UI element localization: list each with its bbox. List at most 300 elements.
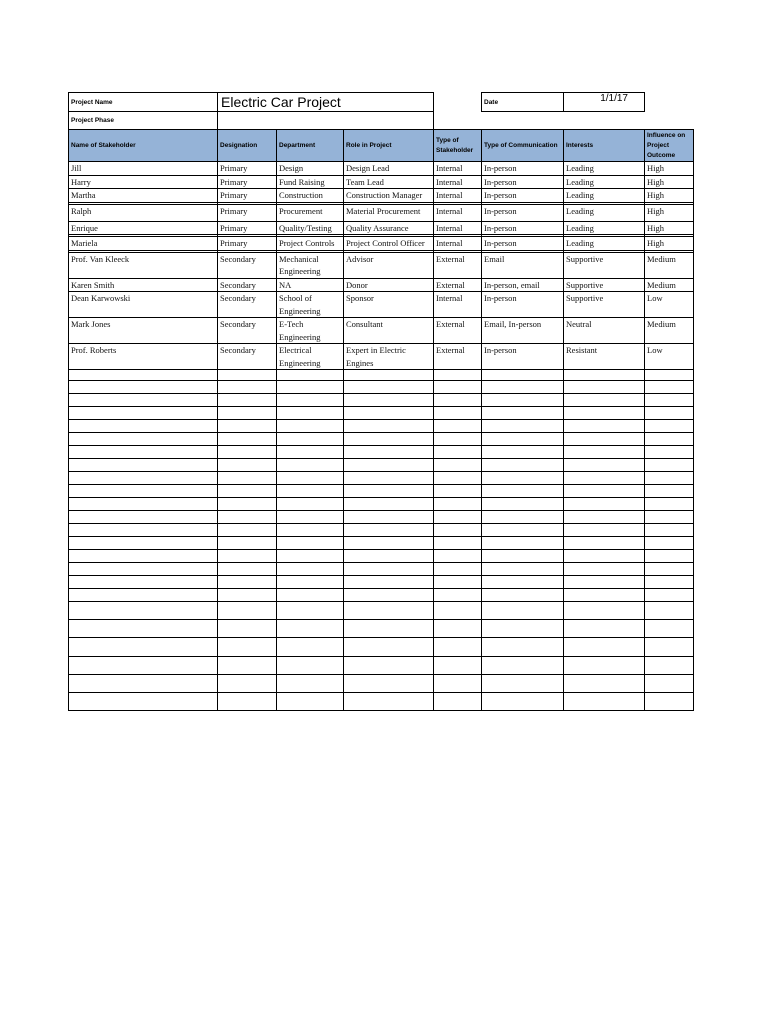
empty-cell[interactable] xyxy=(645,511,694,524)
empty-cell[interactable] xyxy=(482,657,564,675)
empty-cell[interactable] xyxy=(564,459,645,472)
empty-cell[interactable] xyxy=(564,370,645,381)
table-cell[interactable]: School of Engineering xyxy=(277,292,344,318)
empty-cell[interactable] xyxy=(344,511,434,524)
empty-cell[interactable] xyxy=(69,638,218,657)
table-cell[interactable]: In-person xyxy=(482,204,564,221)
empty-cell[interactable] xyxy=(277,675,344,693)
table-cell[interactable]: Karen Smith xyxy=(69,278,218,292)
empty-cell[interactable] xyxy=(434,498,482,511)
empty-cell[interactable] xyxy=(344,638,434,657)
empty-cell[interactable] xyxy=(277,524,344,537)
empty-cell[interactable] xyxy=(69,370,218,381)
empty-cell[interactable] xyxy=(277,485,344,498)
empty-cell[interactable] xyxy=(69,381,218,394)
empty-cell[interactable] xyxy=(69,446,218,459)
empty-cell[interactable] xyxy=(434,620,482,638)
empty-cell[interactable] xyxy=(645,472,694,485)
empty-cell[interactable] xyxy=(564,563,645,576)
empty-cell[interactable] xyxy=(277,576,344,589)
empty-cell[interactable] xyxy=(344,498,434,511)
empty-cell[interactable] xyxy=(434,446,482,459)
empty-cell[interactable] xyxy=(344,675,434,693)
empty-cell[interactable] xyxy=(645,381,694,394)
empty-cell[interactable] xyxy=(277,394,344,407)
empty-cell[interactable] xyxy=(277,563,344,576)
empty-cell[interactable] xyxy=(344,550,434,563)
table-cell[interactable]: External xyxy=(434,252,482,278)
empty-cell[interactable] xyxy=(434,576,482,589)
empty-cell[interactable] xyxy=(645,485,694,498)
table-cell[interactable]: Leading xyxy=(564,189,645,203)
table-row xyxy=(69,344,694,370)
empty-cell[interactable] xyxy=(344,472,434,485)
empty-cell[interactable] xyxy=(277,498,344,511)
empty-cell[interactable] xyxy=(564,602,645,620)
empty-row xyxy=(69,620,694,638)
empty-cell[interactable] xyxy=(69,524,218,537)
table-cell[interactable]: Quality/Testing xyxy=(277,221,344,235)
empty-cell[interactable] xyxy=(482,550,564,563)
column-header: Type of Communication xyxy=(482,130,564,162)
empty-cell[interactable] xyxy=(645,537,694,550)
table-cell[interactable]: High xyxy=(645,189,694,203)
empty-cell[interactable] xyxy=(277,459,344,472)
empty-cell[interactable] xyxy=(344,446,434,459)
empty-cell[interactable] xyxy=(645,576,694,589)
table-cell[interactable]: Project Control Officer xyxy=(344,237,434,251)
table-cell[interactable]: Primary xyxy=(218,175,277,189)
empty-cell[interactable] xyxy=(434,524,482,537)
empty-cell[interactable] xyxy=(218,589,277,602)
table-cell[interactable]: External xyxy=(434,318,482,344)
table-cell[interactable]: Internal xyxy=(434,162,482,176)
empty-cell[interactable] xyxy=(434,675,482,693)
empty-cell[interactable] xyxy=(645,370,694,381)
table-cell[interactable]: Enrique xyxy=(69,221,218,235)
empty-cell[interactable] xyxy=(69,459,218,472)
table-cell[interactable]: E-Tech Engineering xyxy=(277,318,344,344)
empty-cell[interactable] xyxy=(344,433,434,446)
table-cell[interactable]: Secondary xyxy=(218,252,277,278)
empty-cell[interactable] xyxy=(482,459,564,472)
empty-cell[interactable] xyxy=(344,485,434,498)
table-cell[interactable]: Construction Manager xyxy=(344,189,434,203)
empty-cell[interactable] xyxy=(645,563,694,576)
empty-cell[interactable] xyxy=(482,638,564,657)
empty-cell[interactable] xyxy=(218,485,277,498)
table-cell[interactable]: Material Procurement xyxy=(344,204,434,221)
table-cell[interactable]: Prof. Van Kleeck xyxy=(69,252,218,278)
empty-cell[interactable] xyxy=(564,550,645,563)
empty-row xyxy=(69,446,694,459)
empty-cell[interactable] xyxy=(69,537,218,550)
column-header: Name of Stakeholder xyxy=(69,130,218,162)
table-cell[interactable]: Mark Jones xyxy=(69,318,218,344)
empty-cell[interactable] xyxy=(344,420,434,433)
empty-cell[interactable] xyxy=(564,620,645,638)
empty-cell[interactable] xyxy=(218,693,277,711)
table-cell[interactable]: Internal xyxy=(434,292,482,318)
empty-cell[interactable] xyxy=(344,589,434,602)
empty-cell[interactable] xyxy=(645,550,694,563)
empty-cell[interactable] xyxy=(482,433,564,446)
empty-cell[interactable] xyxy=(218,563,277,576)
empty-cell[interactable] xyxy=(218,657,277,675)
table-cell[interactable]: Mechanical Engineering xyxy=(277,252,344,278)
empty-cell[interactable] xyxy=(218,420,277,433)
empty-cell[interactable] xyxy=(344,370,434,381)
empty-cell[interactable] xyxy=(69,407,218,420)
table-cell[interactable]: Primary xyxy=(218,221,277,235)
table-cell[interactable]: Secondary xyxy=(218,292,277,318)
empty-cell[interactable] xyxy=(277,693,344,711)
empty-cell[interactable] xyxy=(69,550,218,563)
table-cell[interactable]: Mariela xyxy=(69,237,218,251)
empty-cell[interactable] xyxy=(277,472,344,485)
project-phase-row xyxy=(69,112,694,130)
empty-cell[interactable] xyxy=(482,381,564,394)
table-cell[interactable]: Leading xyxy=(564,221,645,235)
empty-cell[interactable] xyxy=(69,472,218,485)
table-cell[interactable]: Donor xyxy=(344,278,434,292)
empty-cell[interactable] xyxy=(277,537,344,550)
table-cell[interactable]: Advisor xyxy=(344,252,434,278)
table-cell[interactable]: In-person xyxy=(482,221,564,235)
empty-cell[interactable] xyxy=(564,638,645,657)
empty-cell[interactable] xyxy=(218,370,277,381)
empty-cell[interactable] xyxy=(434,563,482,576)
empty-cell[interactable] xyxy=(69,511,218,524)
table-cell[interactable]: Electrical Engineering xyxy=(277,344,344,370)
table-cell[interactable]: Sponsor xyxy=(344,292,434,318)
empty-cell[interactable] xyxy=(434,407,482,420)
table-cell[interactable]: Ralph xyxy=(69,204,218,221)
table-cell[interactable]: Fund Raising xyxy=(277,175,344,189)
table-cell[interactable]: Supportive xyxy=(564,252,645,278)
table-cell[interactable]: In-person, email xyxy=(482,278,564,292)
empty-cell[interactable] xyxy=(645,675,694,693)
table-cell[interactable]: Internal xyxy=(434,204,482,221)
empty-cell[interactable] xyxy=(434,370,482,381)
empty-cell[interactable] xyxy=(482,563,564,576)
empty-row xyxy=(69,420,694,433)
table-cell[interactable]: Expert in Electric Engines xyxy=(344,344,434,370)
project-name-value[interactable]: Electric Car Project xyxy=(218,93,434,112)
empty-cell[interactable] xyxy=(482,576,564,589)
empty-cell[interactable] xyxy=(218,498,277,511)
empty-cell[interactable] xyxy=(344,394,434,407)
table-cell[interactable]: External xyxy=(434,278,482,292)
empty-cell[interactable] xyxy=(645,420,694,433)
table-cell[interactable]: Martha xyxy=(69,189,218,203)
empty-cell[interactable] xyxy=(434,602,482,620)
table-cell[interactable]: Internal xyxy=(434,237,482,251)
empty-cell[interactable] xyxy=(482,675,564,693)
empty-cell[interactable] xyxy=(344,693,434,711)
table-cell[interactable]: Design xyxy=(277,162,344,176)
empty-cell[interactable] xyxy=(344,563,434,576)
empty-cell[interactable] xyxy=(434,550,482,563)
empty-cell[interactable] xyxy=(564,381,645,394)
empty-cell[interactable] xyxy=(645,498,694,511)
table-cell[interactable]: Team Lead xyxy=(344,175,434,189)
empty-cell[interactable] xyxy=(482,485,564,498)
empty-cell[interactable] xyxy=(434,638,482,657)
empty-cell[interactable] xyxy=(277,446,344,459)
table-cell[interactable]: Neutral xyxy=(564,318,645,344)
empty-cell[interactable] xyxy=(564,485,645,498)
empty-cell[interactable] xyxy=(434,511,482,524)
empty-cell[interactable] xyxy=(482,524,564,537)
empty-cell[interactable] xyxy=(564,394,645,407)
table-cell[interactable]: In-person xyxy=(482,162,564,176)
empty-cell[interactable] xyxy=(277,433,344,446)
empty-cell[interactable] xyxy=(482,511,564,524)
table-cell[interactable]: Jill xyxy=(69,162,218,176)
table-cell[interactable]: Secondary xyxy=(218,344,277,370)
empty-cell[interactable] xyxy=(277,407,344,420)
empty-cell[interactable] xyxy=(645,602,694,620)
empty-cell[interactable] xyxy=(277,589,344,602)
empty-cell[interactable] xyxy=(564,675,645,693)
table-cell[interactable]: Primary xyxy=(218,189,277,203)
empty-cell[interactable] xyxy=(564,576,645,589)
table-cell[interactable]: In-person xyxy=(482,292,564,318)
table-cell[interactable]: Internal xyxy=(434,175,482,189)
empty-cell[interactable] xyxy=(218,602,277,620)
empty-cell[interactable] xyxy=(482,370,564,381)
empty-cell[interactable] xyxy=(218,381,277,394)
table-cell[interactable]: Project Controls xyxy=(277,237,344,251)
empty-cell[interactable] xyxy=(564,433,645,446)
empty-cell[interactable] xyxy=(277,511,344,524)
table-cell[interactable]: Internal xyxy=(434,221,482,235)
empty-cell[interactable] xyxy=(564,407,645,420)
stakeholder-register-sheet xyxy=(68,92,694,711)
project-phase-value[interactable] xyxy=(218,112,434,130)
empty-cell[interactable] xyxy=(564,657,645,675)
empty-cell[interactable] xyxy=(434,381,482,394)
table-cell[interactable]: Leading xyxy=(564,237,645,251)
empty-cell[interactable] xyxy=(218,524,277,537)
table-cell[interactable]: Primary xyxy=(218,162,277,176)
table-cell[interactable]: Prof. Roberts xyxy=(69,344,218,370)
table-row xyxy=(69,175,694,189)
empty-cell[interactable] xyxy=(69,498,218,511)
empty-cell[interactable] xyxy=(564,511,645,524)
table-cell[interactable]: Harry xyxy=(69,175,218,189)
empty-cell[interactable] xyxy=(344,620,434,638)
empty-cell[interactable] xyxy=(434,472,482,485)
table-cell[interactable]: Resistant xyxy=(564,344,645,370)
table-cell[interactable]: High xyxy=(645,162,694,176)
table-cell[interactable]: Supportive xyxy=(564,278,645,292)
empty-cell[interactable] xyxy=(218,620,277,638)
empty-cell[interactable] xyxy=(344,524,434,537)
empty-cell[interactable] xyxy=(645,638,694,657)
empty-cell[interactable] xyxy=(218,433,277,446)
table-cell[interactable]: Leading xyxy=(564,204,645,221)
empty-cell[interactable] xyxy=(69,693,218,711)
empty-cell[interactable] xyxy=(645,524,694,537)
empty-cell[interactable] xyxy=(564,498,645,511)
empty-cell[interactable] xyxy=(69,620,218,638)
empty-cell[interactable] xyxy=(277,381,344,394)
table-row xyxy=(69,204,694,221)
empty-cell[interactable] xyxy=(564,693,645,711)
table-cell[interactable]: External xyxy=(434,344,482,370)
empty-cell[interactable] xyxy=(564,589,645,602)
table-cell[interactable]: Secondary xyxy=(218,318,277,344)
empty-cell[interactable] xyxy=(277,420,344,433)
empty-cell[interactable] xyxy=(69,433,218,446)
empty-cell[interactable] xyxy=(344,407,434,420)
empty-cell[interactable] xyxy=(482,407,564,420)
empty-cell[interactable] xyxy=(482,420,564,433)
empty-cell[interactable] xyxy=(564,524,645,537)
empty-cell[interactable] xyxy=(69,563,218,576)
empty-cell[interactable] xyxy=(645,407,694,420)
empty-cell[interactable] xyxy=(645,657,694,675)
table-row xyxy=(69,278,694,292)
empty-cell[interactable] xyxy=(277,602,344,620)
empty-cell[interactable] xyxy=(434,537,482,550)
empty-cell[interactable] xyxy=(564,446,645,459)
empty-cell[interactable] xyxy=(482,693,564,711)
empty-row xyxy=(69,693,694,711)
empty-cell[interactable] xyxy=(482,589,564,602)
table-cell[interactable]: Supportive xyxy=(564,292,645,318)
empty-cell[interactable] xyxy=(564,420,645,433)
table-cell[interactable]: High xyxy=(645,175,694,189)
empty-cell[interactable] xyxy=(69,589,218,602)
empty-cell[interactable] xyxy=(277,370,344,381)
table-cell[interactable]: Low xyxy=(645,344,694,370)
empty-cell[interactable] xyxy=(218,550,277,563)
empty-cell[interactable] xyxy=(645,394,694,407)
empty-cell[interactable] xyxy=(218,537,277,550)
empty-cell[interactable] xyxy=(482,394,564,407)
table-cell[interactable]: Construction xyxy=(277,189,344,203)
empty-cell[interactable] xyxy=(645,693,694,711)
table-cell[interactable]: Design Lead xyxy=(344,162,434,176)
table-cell[interactable]: Dean Karwowski xyxy=(69,292,218,318)
empty-cell[interactable] xyxy=(645,446,694,459)
empty-cell[interactable] xyxy=(218,576,277,589)
empty-cell[interactable] xyxy=(218,446,277,459)
date-value[interactable]: 1/1/17 xyxy=(564,93,645,112)
table-cell[interactable]: High xyxy=(645,237,694,251)
empty-cell[interactable] xyxy=(218,407,277,420)
empty-row xyxy=(69,459,694,472)
empty-row xyxy=(69,638,694,657)
empty-cell[interactable] xyxy=(434,394,482,407)
table-cell[interactable]: High xyxy=(645,204,694,221)
empty-cell[interactable] xyxy=(69,485,218,498)
table-cell[interactable]: In-person xyxy=(482,175,564,189)
table-cell[interactable]: Medium xyxy=(645,252,694,278)
empty-cell[interactable] xyxy=(564,472,645,485)
column-header: Department xyxy=(277,130,344,162)
empty-cell[interactable] xyxy=(344,459,434,472)
table-cell[interactable]: Primary xyxy=(218,237,277,251)
table-cell[interactable]: Email xyxy=(482,252,564,278)
empty-cell[interactable] xyxy=(645,459,694,472)
table-cell[interactable]: Quality Assurance xyxy=(344,221,434,235)
empty-cell[interactable] xyxy=(645,589,694,602)
empty-cell[interactable] xyxy=(645,433,694,446)
empty-cell[interactable] xyxy=(69,576,218,589)
empty-cell[interactable] xyxy=(277,657,344,675)
empty-cell[interactable] xyxy=(482,537,564,550)
empty-cell[interactable] xyxy=(218,394,277,407)
empty-cell[interactable] xyxy=(277,620,344,638)
empty-cell[interactable] xyxy=(344,381,434,394)
empty-cell[interactable] xyxy=(218,511,277,524)
empty-cell[interactable] xyxy=(434,433,482,446)
table-cell[interactable]: Medium xyxy=(645,278,694,292)
empty-cell[interactable] xyxy=(482,472,564,485)
empty-cell[interactable] xyxy=(218,675,277,693)
table-cell[interactable]: High xyxy=(645,221,694,235)
table-cell[interactable]: Leading xyxy=(564,175,645,189)
empty-cell[interactable] xyxy=(482,446,564,459)
empty-cell[interactable] xyxy=(344,576,434,589)
empty-row xyxy=(69,589,694,602)
empty-cell[interactable] xyxy=(344,537,434,550)
empty-cell[interactable] xyxy=(344,657,434,675)
table-cell[interactable]: Leading xyxy=(564,162,645,176)
table-cell[interactable]: Low xyxy=(645,292,694,318)
empty-cell[interactable] xyxy=(482,602,564,620)
empty-cell[interactable] xyxy=(69,657,218,675)
table-cell[interactable]: Medium xyxy=(645,318,694,344)
table-cell[interactable]: Email, In-person xyxy=(482,318,564,344)
empty-cell[interactable] xyxy=(482,498,564,511)
empty-cell[interactable] xyxy=(277,550,344,563)
empty-cell[interactable] xyxy=(69,675,218,693)
empty-cell[interactable] xyxy=(434,657,482,675)
table-cell[interactable]: Internal xyxy=(434,189,482,203)
table-cell[interactable]: Primary xyxy=(218,204,277,221)
table-cell[interactable]: Consultant xyxy=(344,318,434,344)
empty-row xyxy=(69,407,694,420)
table-cell[interactable]: NA xyxy=(277,278,344,292)
empty-cell[interactable] xyxy=(69,420,218,433)
table-cell[interactable]: Secondary xyxy=(218,278,277,292)
empty-cell[interactable] xyxy=(434,693,482,711)
empty-cell[interactable] xyxy=(218,638,277,657)
empty-cell[interactable] xyxy=(434,589,482,602)
empty-cell[interactable] xyxy=(69,602,218,620)
empty-cell[interactable] xyxy=(277,638,344,657)
empty-cell[interactable] xyxy=(564,537,645,550)
table-cell[interactable]: In-person xyxy=(482,189,564,203)
empty-cell[interactable] xyxy=(434,420,482,433)
table-cell[interactable]: In-person xyxy=(482,237,564,251)
empty-cell[interactable] xyxy=(218,459,277,472)
empty-cell[interactable] xyxy=(434,459,482,472)
empty-cell[interactable] xyxy=(645,620,694,638)
empty-cell[interactable] xyxy=(482,620,564,638)
empty-cell[interactable] xyxy=(434,485,482,498)
empty-cell[interactable] xyxy=(218,472,277,485)
table-cell[interactable]: Procurement xyxy=(277,204,344,221)
empty-cell[interactable] xyxy=(344,602,434,620)
table-cell[interactable]: In-person xyxy=(482,344,564,370)
empty-cell[interactable] xyxy=(69,394,218,407)
